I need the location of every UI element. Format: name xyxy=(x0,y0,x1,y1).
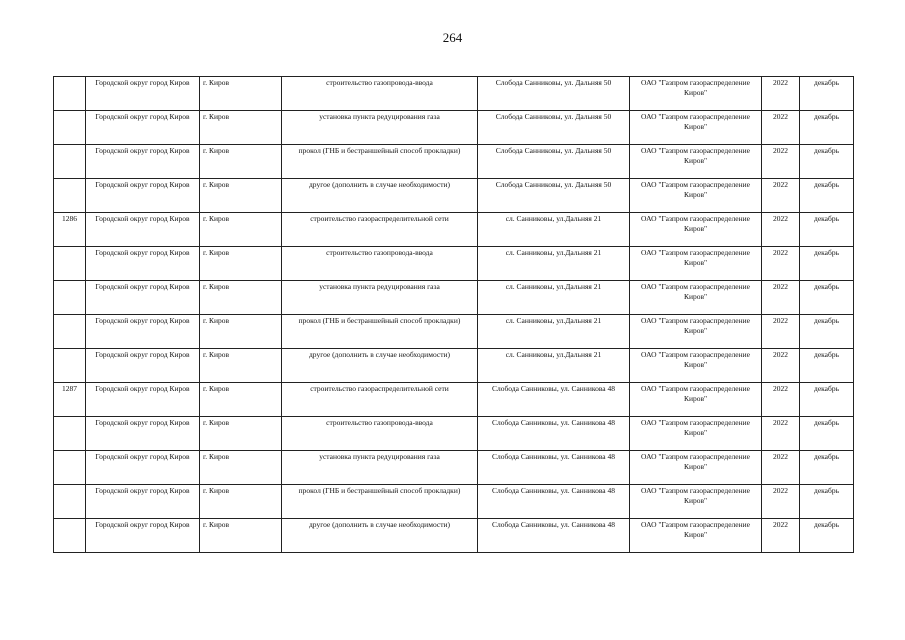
cell-locality: г. Киров xyxy=(200,485,282,519)
cell-organization: ОАО "Газпром газораспределение Киров" xyxy=(630,247,762,281)
cell-row-number xyxy=(54,179,86,213)
cell-municipality: Городской округ город Киров xyxy=(86,417,200,451)
cell-address: Слобода Санниковы, ул. Дальняя 50 xyxy=(478,77,630,111)
cell-month: декабрь xyxy=(800,315,854,349)
cell-month: декабрь xyxy=(800,179,854,213)
cell-year: 2022 xyxy=(762,451,800,485)
cell-year: 2022 xyxy=(762,383,800,417)
table-row xyxy=(54,349,854,383)
cell-locality: г. Киров xyxy=(200,451,282,485)
cell-month: декабрь xyxy=(800,485,854,519)
cell-locality: г. Киров xyxy=(200,111,282,145)
cell-year: 2022 xyxy=(762,247,800,281)
cell-municipality: Городской округ город Киров xyxy=(86,349,200,383)
cell-month: декабрь xyxy=(800,349,854,383)
cell-year: 2022 xyxy=(762,77,800,111)
cell-organization: ОАО "Газпром газораспределение Киров" xyxy=(630,145,762,179)
cell-month: декабрь xyxy=(800,111,854,145)
cell-address: Слобода Санниковы, ул. Санникова 48 xyxy=(478,451,630,485)
cell-year: 2022 xyxy=(762,349,800,383)
cell-address: сл. Санниковы, ул.Дальняя 21 xyxy=(478,213,630,247)
cell-address: Слобода Санниковы, ул. Дальняя 50 xyxy=(478,111,630,145)
table-row xyxy=(54,417,854,451)
cell-row-number: 1287 xyxy=(54,383,86,417)
cell-work-type: установка пункта редуцирования газа xyxy=(282,451,478,485)
cell-row-number xyxy=(54,247,86,281)
table-row xyxy=(54,315,854,349)
cell-work-type: другое (дополнить в случае необходимости) xyxy=(282,179,478,213)
cell-address: Слобода Санниковы, ул. Санникова 48 xyxy=(478,383,630,417)
cell-locality: г. Киров xyxy=(200,349,282,383)
cell-locality: г. Киров xyxy=(200,383,282,417)
cell-work-type: другое (дополнить в случае необходимости) xyxy=(282,349,478,383)
cell-work-type: строительство газопровода-ввода xyxy=(282,417,478,451)
cell-municipality: Городской округ город Киров xyxy=(86,179,200,213)
cell-row-number: 1286 xyxy=(54,213,86,247)
cell-organization: ОАО "Газпром газораспределение Киров" xyxy=(630,281,762,315)
cell-municipality: Городской округ город Киров xyxy=(86,451,200,485)
cell-year: 2022 xyxy=(762,315,800,349)
cell-work-type: строительство газопровода-ввода xyxy=(282,247,478,281)
cell-row-number xyxy=(54,519,86,553)
cell-year: 2022 xyxy=(762,111,800,145)
cell-month: декабрь xyxy=(800,519,854,553)
cell-organization: ОАО "Газпром газораспределение Киров" xyxy=(630,315,762,349)
cell-address: Слобода Санниковы, ул. Санникова 48 xyxy=(478,519,630,553)
cell-municipality: Городской округ город Киров xyxy=(86,485,200,519)
table-row xyxy=(54,485,854,519)
cell-municipality: Городской округ город Киров xyxy=(86,77,200,111)
cell-work-type: прокол (ГНБ и бестраншейный способ прокладки) xyxy=(282,145,478,179)
cell-row-number xyxy=(54,349,86,383)
cell-organization: ОАО "Газпром газораспределение Киров" xyxy=(630,417,762,451)
table-row xyxy=(54,145,854,179)
cell-municipality: Городской округ город Киров xyxy=(86,213,200,247)
cell-row-number xyxy=(54,451,86,485)
cell-month: декабрь xyxy=(800,213,854,247)
cell-month: декабрь xyxy=(800,383,854,417)
cell-address: Слобода Санниковы, ул. Санникова 48 xyxy=(478,417,630,451)
cell-municipality: Городской округ город Киров xyxy=(86,281,200,315)
cell-month: декабрь xyxy=(800,145,854,179)
cell-organization: ОАО "Газпром газораспределение Киров" xyxy=(630,213,762,247)
cell-organization: ОАО "Газпром газораспределение Киров" xyxy=(630,349,762,383)
cell-municipality: Городской округ город Киров xyxy=(86,315,200,349)
cell-month: декабрь xyxy=(800,77,854,111)
cell-address: сл. Санниковы, ул.Дальняя 21 xyxy=(478,315,630,349)
cell-work-type: другое (дополнить в случае необходимости) xyxy=(282,519,478,553)
cell-month: декабрь xyxy=(800,417,854,451)
page-number: 264 xyxy=(442,30,463,45)
cell-month: декабрь xyxy=(800,281,854,315)
cell-address: сл. Санниковы, ул.Дальняя 21 xyxy=(478,349,630,383)
cell-work-type: строительство газораспределительной сети xyxy=(282,383,478,417)
table-row xyxy=(54,247,854,281)
cell-locality: г. Киров xyxy=(200,519,282,553)
gas-works-table xyxy=(53,76,854,553)
table-row xyxy=(54,383,854,417)
cell-locality: г. Киров xyxy=(200,145,282,179)
cell-locality: г. Киров xyxy=(200,315,282,349)
cell-work-type: строительство газопровода-ввода xyxy=(282,77,478,111)
cell-address: Слобода Санниковы, ул. Санникова 48 xyxy=(478,485,630,519)
cell-locality: г. Киров xyxy=(200,247,282,281)
cell-row-number xyxy=(54,281,86,315)
cell-organization: ОАО "Газпром газораспределение Киров" xyxy=(630,77,762,111)
cell-row-number xyxy=(54,485,86,519)
cell-row-number xyxy=(54,315,86,349)
cell-year: 2022 xyxy=(762,485,800,519)
cell-year: 2022 xyxy=(762,281,800,315)
cell-locality: г. Киров xyxy=(200,281,282,315)
cell-row-number xyxy=(54,417,86,451)
table-row xyxy=(54,451,854,485)
cell-municipality: Городской округ город Киров xyxy=(86,111,200,145)
cell-month: декабрь xyxy=(800,247,854,281)
cell-organization: ОАО "Газпром газораспределение Киров" xyxy=(630,485,762,519)
table-row xyxy=(54,77,854,111)
cell-locality: г. Киров xyxy=(200,417,282,451)
cell-municipality: Городской округ город Киров xyxy=(86,519,200,553)
cell-locality: г. Киров xyxy=(200,179,282,213)
cell-year: 2022 xyxy=(762,417,800,451)
cell-locality: г. Киров xyxy=(200,213,282,247)
table-row xyxy=(54,281,854,315)
table-row xyxy=(54,519,854,553)
cell-row-number xyxy=(54,77,86,111)
cell-year: 2022 xyxy=(762,213,800,247)
cell-address: Слобода Санниковы, ул. Дальняя 50 xyxy=(478,179,630,213)
cell-locality: г. Киров xyxy=(200,77,282,111)
table-row xyxy=(54,111,854,145)
cell-month: декабрь xyxy=(800,451,854,485)
table-body xyxy=(54,77,854,553)
table-row xyxy=(54,213,854,247)
cell-year: 2022 xyxy=(762,179,800,213)
cell-organization: ОАО "Газпром газораспределение Киров" xyxy=(630,111,762,145)
cell-work-type: установка пункта редуцирования газа xyxy=(282,111,478,145)
cell-organization: ОАО "Газпром газораспределение Киров" xyxy=(630,179,762,213)
cell-municipality: Городской округ город Киров xyxy=(86,383,200,417)
cell-address: сл. Санниковы, ул.Дальняя 21 xyxy=(478,281,630,315)
cell-work-type: прокол (ГНБ и бестраншейный способ прокладки) xyxy=(282,315,478,349)
cell-organization: ОАО "Газпром газораспределение Киров" xyxy=(630,519,762,553)
cell-municipality: Городской округ город Киров xyxy=(86,247,200,281)
cell-work-type: прокол (ГНБ и бестраншейный способ прокладки) xyxy=(282,485,478,519)
cell-work-type: установка пункта редуцирования газа xyxy=(282,281,478,315)
cell-row-number xyxy=(54,145,86,179)
cell-address: Слобода Санниковы, ул. Дальняя 50 xyxy=(478,145,630,179)
cell-work-type: строительство газораспределительной сети xyxy=(282,213,478,247)
cell-year: 2022 xyxy=(762,145,800,179)
cell-organization: ОАО "Газпром газораспределение Киров" xyxy=(630,451,762,485)
cell-organization: ОАО "Газпром газораспределение Киров" xyxy=(630,383,762,417)
cell-municipality: Городской округ город Киров xyxy=(86,145,200,179)
table-row xyxy=(54,179,854,213)
cell-address: сл. Санниковы, ул.Дальняя 21 xyxy=(478,247,630,281)
cell-row-number xyxy=(54,111,86,145)
cell-year: 2022 xyxy=(762,519,800,553)
